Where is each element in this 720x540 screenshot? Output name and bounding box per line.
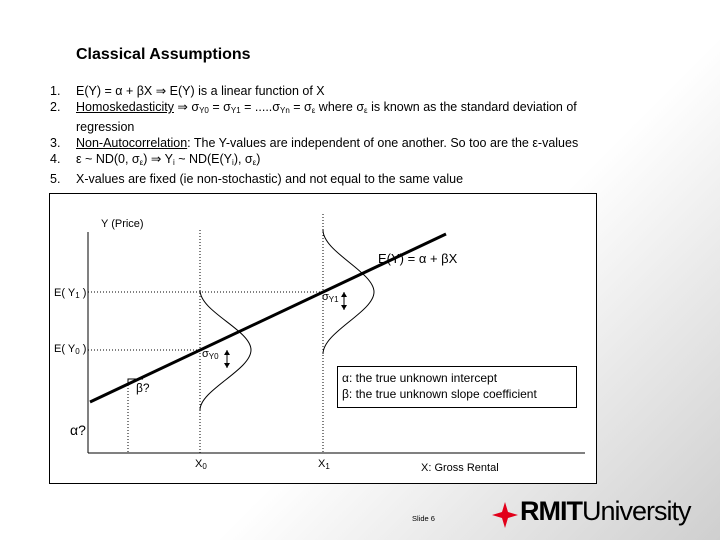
item-text: where σ (315, 100, 365, 114)
item-number: 5. (50, 172, 61, 186)
rmit-logo-icon (492, 502, 518, 528)
alpha-question-label: α? (70, 422, 86, 438)
item-text: ) ⇒ Y (143, 152, 173, 166)
subscript: ε (364, 106, 368, 115)
subscript: ε (252, 158, 257, 167)
item-text: ~ ND(E(Y (174, 152, 233, 166)
ey1-label: E( $Y_1$ ) (54, 287, 87, 300)
item-number: 4. (50, 152, 61, 166)
subscript: i (232, 158, 234, 167)
item-number: 1. (50, 84, 61, 98)
item-text: = .....σ (240, 100, 280, 114)
item-text: ε ~ ND(0, σ (76, 152, 140, 166)
item-number: 3. (50, 136, 61, 150)
item-text: ) (256, 152, 261, 166)
item-text: E(Y) = (76, 84, 116, 98)
legend-box (337, 366, 577, 408)
item-text: = σ (289, 100, 312, 114)
legend-beta: β: the true unknown slope coefficient (342, 387, 537, 401)
x-axis-label: X: Gross Rental (421, 462, 499, 474)
subscript: Y1 (230, 106, 241, 115)
subscript: Yn (279, 106, 290, 115)
rmit-logo (490, 496, 712, 536)
term-non-autocorrelation: Non-Autocorrelation (76, 136, 188, 150)
item-text: ), σ (233, 152, 253, 166)
item-text: ⇒ σ (173, 100, 200, 114)
sigma-y0-arrowhead-top (224, 350, 230, 355)
sigma-y1-arrowhead-bottom (341, 305, 347, 310)
item-text: regression (76, 120, 135, 134)
sigma-y1-arrowhead-top (341, 292, 347, 297)
legend-alpha: α: the true unknown intercept (342, 371, 498, 385)
term-homoskedasticity: Homoskedasticity (76, 100, 174, 114)
slide-number: Slide 6 (412, 514, 435, 523)
item-text: : The Y-values are independent of one another. So too are the ε-values (187, 136, 579, 150)
subscript: ε (311, 106, 316, 115)
item-number: 2. (50, 100, 61, 114)
subscript: i (172, 158, 175, 167)
y-axis-label: Y (Price) (101, 218, 144, 230)
ey0-label: E( $Y_0$ ) (54, 343, 87, 356)
x1-label: $X_1$ (318, 458, 330, 471)
item-text: = σ (208, 100, 231, 114)
sigma-y0-label: $\sigma_{Y0}$ (202, 348, 219, 361)
item-text: X-values are fixed (ie non-stochastic) and not equal to the same value (76, 172, 464, 186)
slide-title: Classical Assumptions (76, 46, 251, 63)
regression-line-label: E(Y) = α + βX (378, 251, 458, 266)
x0-label: $X_0$ (195, 458, 207, 471)
rmit-logo-text: RMITUniversity (520, 496, 691, 526)
item-text: α + βX ⇒ E(Y) is a linear function of X (115, 84, 325, 98)
sigma-y0-arrowhead-bottom (224, 363, 230, 368)
item-text: is known as the standard deviation of (367, 100, 577, 114)
subscript: ε (139, 158, 144, 167)
subscript: Y0 (199, 106, 209, 115)
beta-question-label: β? (136, 381, 150, 395)
sigma-y1-label: $\sigma_{Y1}$ (322, 291, 339, 304)
